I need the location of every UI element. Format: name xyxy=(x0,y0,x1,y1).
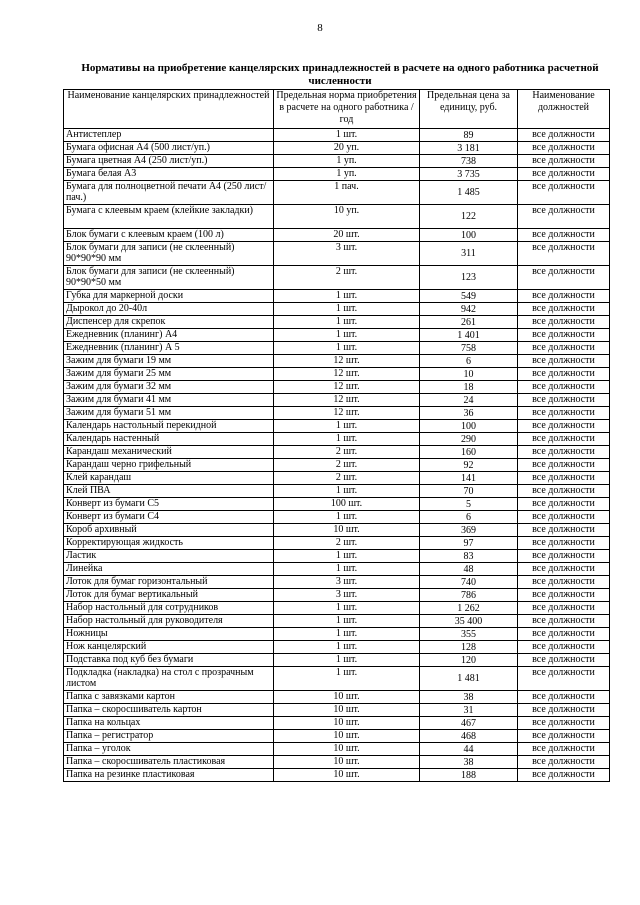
table-row xyxy=(64,550,610,563)
cell-norm: 20 уп. xyxy=(274,142,420,155)
cell-norm: 12 шт. xyxy=(274,394,420,407)
cell-item-name: Набор настольный для руководителя xyxy=(64,615,274,628)
cell-item-name: Папка – регистратор xyxy=(64,730,274,743)
cell-norm: 12 шт. xyxy=(274,368,420,381)
cell-positions: все должности xyxy=(518,433,610,446)
cell-norm: 3 шт. xyxy=(274,576,420,589)
cell-price: 369 xyxy=(420,524,518,537)
table-row xyxy=(64,446,610,459)
cell-positions: все должности xyxy=(518,654,610,667)
cell-price: 1 401 xyxy=(420,329,518,342)
cell-item-name: Лоток для бумаг вертикальный xyxy=(64,589,274,602)
table-row xyxy=(64,654,610,667)
cell-norm: 2 шт. xyxy=(274,266,420,290)
cell-norm: 2 шт. xyxy=(274,537,420,550)
cell-item-name: Корректирующая жидкость xyxy=(64,537,274,550)
cell-price: 261 xyxy=(420,316,518,329)
cell-norm: 1 шт. xyxy=(274,303,420,316)
table-row xyxy=(64,129,610,142)
cell-price: 122 xyxy=(420,205,518,229)
cell-price: 6 xyxy=(420,511,518,524)
cell-positions: все должности xyxy=(518,181,610,205)
table-row xyxy=(64,667,610,691)
cell-item-name: Зажим для бумаги 25 мм xyxy=(64,368,274,381)
cell-norm: 10 шт. xyxy=(274,769,420,782)
table-row xyxy=(64,769,610,782)
cell-positions: все должности xyxy=(518,142,610,155)
cell-item-name: Конверт из бумаги С4 xyxy=(64,511,274,524)
table-row xyxy=(64,704,610,717)
cell-positions: все должности xyxy=(518,537,610,550)
table-row xyxy=(64,576,610,589)
cell-price: 188 xyxy=(420,769,518,782)
cell-norm: 3 шт. xyxy=(274,242,420,266)
norms-table xyxy=(63,89,610,782)
table-row xyxy=(64,168,610,181)
table-row xyxy=(64,407,610,420)
cell-positions: все должности xyxy=(518,381,610,394)
table-row xyxy=(64,355,610,368)
table-row xyxy=(64,342,610,355)
cell-item-name: Клей ПВА xyxy=(64,485,274,498)
cell-norm: 10 шт. xyxy=(274,756,420,769)
table-row xyxy=(64,589,610,602)
table-row xyxy=(64,142,610,155)
cell-item-name: Календарь настольный перекидной xyxy=(64,420,274,433)
table-row xyxy=(64,316,610,329)
table-row xyxy=(64,459,610,472)
cell-norm: 10 шт. xyxy=(274,717,420,730)
cell-item-name: Зажим для бумаги 41 мм xyxy=(64,394,274,407)
cell-positions: все должности xyxy=(518,155,610,168)
cell-item-name: Дырокол до 20-40л xyxy=(64,303,274,316)
cell-norm: 10 шт. xyxy=(274,704,420,717)
table-row xyxy=(64,229,610,242)
table-row xyxy=(64,717,610,730)
cell-price: 1 485 xyxy=(420,181,518,205)
cell-positions: все должности xyxy=(518,329,610,342)
table-row xyxy=(64,420,610,433)
table-row xyxy=(64,628,610,641)
cell-item-name: Ластик xyxy=(64,550,274,563)
cell-norm: 10 шт. xyxy=(274,730,420,743)
cell-norm: 1 шт. xyxy=(274,433,420,446)
table-row xyxy=(64,394,610,407)
cell-price: 1 262 xyxy=(420,602,518,615)
cell-norm: 1 шт. xyxy=(274,329,420,342)
cell-positions: все должности xyxy=(518,472,610,485)
cell-price: 738 xyxy=(420,155,518,168)
table-row xyxy=(64,329,610,342)
cell-price: 44 xyxy=(420,743,518,756)
cell-price: 355 xyxy=(420,628,518,641)
cell-norm: 10 шт. xyxy=(274,524,420,537)
cell-price: 92 xyxy=(420,459,518,472)
cell-norm: 20 шт. xyxy=(274,229,420,242)
cell-norm: 10 уп. xyxy=(274,205,420,229)
cell-item-name: Диспенсер для скрепок xyxy=(64,316,274,329)
cell-item-name: Папка – скоросшиватель пластиковая xyxy=(64,756,274,769)
cell-positions: все должности xyxy=(518,242,610,266)
cell-price: 740 xyxy=(420,576,518,589)
cell-price: 128 xyxy=(420,641,518,654)
cell-norm: 10 шт. xyxy=(274,691,420,704)
cell-positions: все должности xyxy=(518,511,610,524)
cell-price: 36 xyxy=(420,407,518,420)
cell-positions: все должности xyxy=(518,459,610,472)
cell-price: 6 xyxy=(420,355,518,368)
cell-norm: 1 шт. xyxy=(274,615,420,628)
cell-item-name: Антистеплер xyxy=(64,129,274,142)
cell-item-name: Папка с завязками картон xyxy=(64,691,274,704)
cell-price: 38 xyxy=(420,756,518,769)
cell-price: 100 xyxy=(420,420,518,433)
cell-norm: 1 шт. xyxy=(274,342,420,355)
cell-item-name: Папка – уголок xyxy=(64,743,274,756)
cell-positions: все должности xyxy=(518,394,610,407)
cell-positions: все должности xyxy=(518,704,610,717)
cell-price: 942 xyxy=(420,303,518,316)
table-row xyxy=(64,563,610,576)
cell-norm: 12 шт. xyxy=(274,381,420,394)
cell-positions: все должности xyxy=(518,641,610,654)
cell-norm: 100 шт. xyxy=(274,498,420,511)
cell-positions: все должности xyxy=(518,602,610,615)
cell-item-name: Зажим для бумаги 19 мм xyxy=(64,355,274,368)
cell-positions: все должности xyxy=(518,303,610,316)
cell-item-name: Папка на кольцах xyxy=(64,717,274,730)
cell-price: 123 xyxy=(420,266,518,290)
cell-norm: 1 шт. xyxy=(274,641,420,654)
document-title: Нормативы на приобретение канцелярских принадлежностей в расчете на одного работника расчетной численности xyxy=(81,62,599,87)
cell-positions: все должности xyxy=(518,485,610,498)
page-number: 8 xyxy=(317,22,323,34)
cell-positions: все должности xyxy=(518,129,610,142)
cell-norm: 1 шт. xyxy=(274,628,420,641)
cell-positions: все должности xyxy=(518,769,610,782)
cell-item-name: Короб архивный xyxy=(64,524,274,537)
cell-price: 10 xyxy=(420,368,518,381)
cell-price: 3 181 xyxy=(420,142,518,155)
cell-price: 311 xyxy=(420,242,518,266)
cell-price: 31 xyxy=(420,704,518,717)
table-row xyxy=(64,615,610,628)
cell-norm: 2 шт. xyxy=(274,472,420,485)
cell-price: 120 xyxy=(420,654,518,667)
cell-positions: все должности xyxy=(518,498,610,511)
table-row xyxy=(64,368,610,381)
cell-norm: 12 шт. xyxy=(274,407,420,420)
cell-item-name: Карандаш механический xyxy=(64,446,274,459)
cell-norm: 1 шт. xyxy=(274,316,420,329)
cell-price: 83 xyxy=(420,550,518,563)
cell-positions: все должности xyxy=(518,420,610,433)
cell-item-name: Подкладка (накладка) на стол с прозрачным листом xyxy=(64,667,274,691)
cell-price: 5 xyxy=(420,498,518,511)
cell-item-name: Папка на резинке пластиковая xyxy=(64,769,274,782)
table-row xyxy=(64,181,610,205)
cell-item-name: Зажим для бумаги 51 мм xyxy=(64,407,274,420)
cell-price: 38 xyxy=(420,691,518,704)
cell-norm: 1 шт. xyxy=(274,550,420,563)
cell-norm: 12 шт. xyxy=(274,355,420,368)
cell-price: 24 xyxy=(420,394,518,407)
cell-item-name: Бумага с клеевым краем (клейкие закладки) xyxy=(64,205,274,229)
cell-price: 18 xyxy=(420,381,518,394)
header-row xyxy=(64,90,610,129)
cell-item-name: Губка для маркерной доски xyxy=(64,290,274,303)
cell-positions: все должности xyxy=(518,589,610,602)
cell-item-name: Зажим для бумаги 32 мм xyxy=(64,381,274,394)
table-row xyxy=(64,537,610,550)
cell-norm: 1 шт. xyxy=(274,654,420,667)
cell-price: 549 xyxy=(420,290,518,303)
cell-positions: все должности xyxy=(518,229,610,242)
table-row xyxy=(64,756,610,769)
cell-positions: все должности xyxy=(518,628,610,641)
cell-item-name: Клей карандаш xyxy=(64,472,274,485)
cell-price: 70 xyxy=(420,485,518,498)
table-row xyxy=(64,155,610,168)
cell-item-name: Ежедневник (планинг) А 5 xyxy=(64,342,274,355)
cell-price: 35 400 xyxy=(420,615,518,628)
cell-norm: 1 уп. xyxy=(274,155,420,168)
cell-item-name: Конверт из бумаги С5 xyxy=(64,498,274,511)
cell-positions: все должности xyxy=(518,290,610,303)
cell-positions: все должности xyxy=(518,205,610,229)
cell-positions: все должности xyxy=(518,667,610,691)
cell-norm: 1 шт. xyxy=(274,602,420,615)
cell-norm: 2 шт. xyxy=(274,446,420,459)
table-row xyxy=(64,381,610,394)
table-row xyxy=(64,730,610,743)
cell-price: 97 xyxy=(420,537,518,550)
column-header-positions: Наименование должностей xyxy=(518,90,610,129)
cell-item-name: Набор настольный для сотрудников xyxy=(64,602,274,615)
cell-item-name: Ножницы xyxy=(64,628,274,641)
cell-price: 290 xyxy=(420,433,518,446)
cell-positions: все должности xyxy=(518,446,610,459)
column-header-name: Наименование канцелярских принадлежностей xyxy=(64,90,274,129)
cell-positions: все должности xyxy=(518,743,610,756)
cell-norm: 1 шт. xyxy=(274,420,420,433)
cell-norm: 3 шт. xyxy=(274,589,420,602)
cell-price: 3 735 xyxy=(420,168,518,181)
cell-item-name: Карандаш черно грифельный xyxy=(64,459,274,472)
table-row xyxy=(64,303,610,316)
cell-norm: 10 шт. xyxy=(274,743,420,756)
cell-positions: все должности xyxy=(518,355,610,368)
column-header-norm: Предельная норма приобретения в расчете на одного работника / год xyxy=(274,90,420,129)
cell-positions: все должности xyxy=(518,756,610,769)
table-row xyxy=(64,290,610,303)
cell-positions: все должности xyxy=(518,691,610,704)
cell-price: 467 xyxy=(420,717,518,730)
cell-positions: все должности xyxy=(518,524,610,537)
cell-item-name: Нож канцелярский xyxy=(64,641,274,654)
cell-price: 160 xyxy=(420,446,518,459)
table-row xyxy=(64,691,610,704)
cell-positions: все должности xyxy=(518,717,610,730)
cell-norm: 1 шт. xyxy=(274,563,420,576)
cell-norm: 1 пач. xyxy=(274,181,420,205)
column-header-price: Предельная цена за единицу, руб. xyxy=(420,90,518,129)
table-row xyxy=(64,266,610,290)
table-row xyxy=(64,511,610,524)
cell-item-name: Подставка под куб без бумаги xyxy=(64,654,274,667)
cell-item-name: Бумага белая А3 xyxy=(64,168,274,181)
table-row xyxy=(64,205,610,229)
table-row xyxy=(64,743,610,756)
cell-positions: все должности xyxy=(518,266,610,290)
cell-norm: 2 шт. xyxy=(274,459,420,472)
cell-price: 100 xyxy=(420,229,518,242)
cell-item-name: Блок бумаги для записи (не склеенный) 90*90*50 мм xyxy=(64,266,274,290)
cell-norm: 1 шт. xyxy=(274,667,420,691)
cell-price: 141 xyxy=(420,472,518,485)
cell-norm: 1 шт. xyxy=(274,129,420,142)
cell-item-name: Блок бумаги с клеевым краем (100 л) xyxy=(64,229,274,242)
cell-item-name: Бумага для полноцветной печати А4 (250 лист/пач.) xyxy=(64,181,274,205)
cell-positions: все должности xyxy=(518,407,610,420)
cell-norm: 1 шт. xyxy=(274,290,420,303)
cell-positions: все должности xyxy=(518,615,610,628)
cell-norm: 1 уп. xyxy=(274,168,420,181)
cell-norm: 1 шт. xyxy=(274,511,420,524)
table-row xyxy=(64,602,610,615)
cell-positions: все должности xyxy=(518,730,610,743)
cell-item-name: Календарь настенный xyxy=(64,433,274,446)
cell-price: 786 xyxy=(420,589,518,602)
table-row xyxy=(64,498,610,511)
cell-price: 89 xyxy=(420,129,518,142)
table-body xyxy=(64,129,610,782)
cell-positions: все должности xyxy=(518,316,610,329)
cell-positions: все должности xyxy=(518,368,610,381)
table-row xyxy=(64,485,610,498)
cell-price: 758 xyxy=(420,342,518,355)
cell-item-name: Линейка xyxy=(64,563,274,576)
table-row xyxy=(64,242,610,266)
table-row xyxy=(64,472,610,485)
cell-price: 48 xyxy=(420,563,518,576)
cell-positions: все должности xyxy=(518,342,610,355)
cell-item-name: Бумага цветная А4 (250 лист/уп.) xyxy=(64,155,274,168)
table-row xyxy=(64,433,610,446)
cell-item-name: Папка – скоросшиватель картон xyxy=(64,704,274,717)
cell-positions: все должности xyxy=(518,576,610,589)
cell-price: 1 481 xyxy=(420,667,518,691)
table-row xyxy=(64,524,610,537)
cell-item-name: Ежедневник (планинг) А4 xyxy=(64,329,274,342)
cell-item-name: Лоток для бумаг горизонтальный xyxy=(64,576,274,589)
table-row xyxy=(64,641,610,654)
cell-item-name: Блок бумаги для записи (не склеенный) 90*90*90 мм xyxy=(64,242,274,266)
table-header xyxy=(64,90,610,129)
cell-positions: все должности xyxy=(518,563,610,576)
cell-positions: все должности xyxy=(518,550,610,563)
cell-positions: все должности xyxy=(518,168,610,181)
cell-norm: 1 шт. xyxy=(274,485,420,498)
cell-item-name: Бумага офисная А4 (500 лист/уп.) xyxy=(64,142,274,155)
cell-price: 468 xyxy=(420,730,518,743)
